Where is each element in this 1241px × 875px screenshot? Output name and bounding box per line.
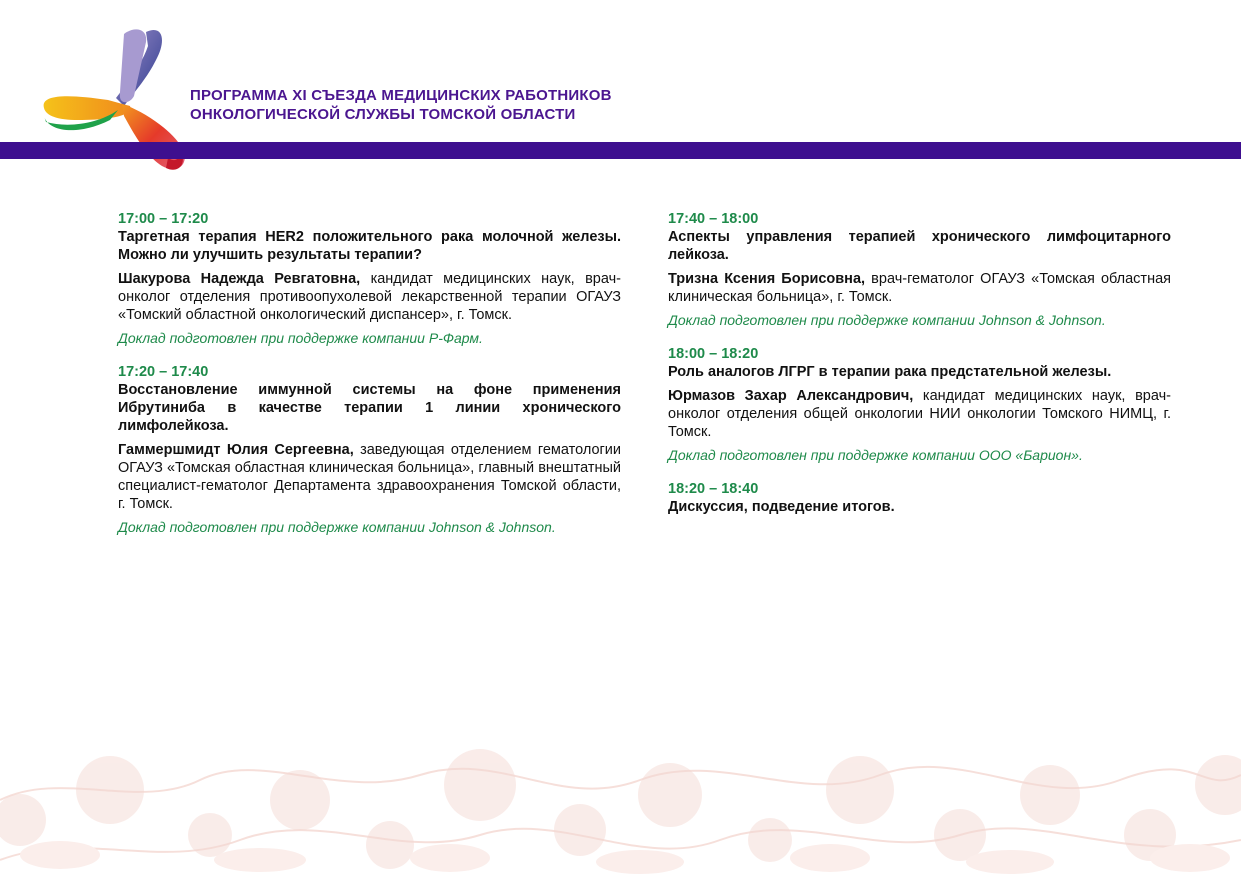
session-item (668, 210, 1171, 329)
schedule-column-right (668, 210, 1171, 532)
session-time: 17:20 – 17:40 (118, 364, 209, 380)
session-topic: Восстановление иммунной системы на фоне применения Ибрутиниба в качестве терапии 1 линии хронического лимфолейкоза. (118, 382, 621, 434)
session-speaker (668, 387, 1171, 441)
session-item (668, 480, 1171, 516)
session-sponsor-note: Доклад подготовлен при поддержке компании Johnson & Johnson. (668, 312, 1106, 328)
speaker-name: Юрмазов Захар Александрович, (668, 388, 914, 404)
session-topic: Аспекты управления терапией хронического лимфоцитарного лейкоза. (668, 229, 1171, 263)
speaker-name: Тризна Ксения Борисовна, (668, 271, 866, 287)
speaker-description: кандидат медицинских наук, врач-онколог отделения противоопухолевой лекарственной терапии ОГАУЗ «Томский областной онкологический диспансер», г. Томск. (118, 271, 621, 323)
session-time: 17:40 – 18:00 (668, 211, 759, 227)
speaker-description: заведующая отделением гематологии ОГАУЗ «Томская областная клиническая больница», главный внештатный специалист-гематолог Департамента здравоохранения Томской области, г. Томск. (118, 442, 622, 512)
session-speaker (118, 441, 621, 513)
session-sponsor-note: Доклад подготовлен при поддержке компании ООО «Барион». (668, 447, 1083, 463)
floral-ornament-background (0, 740, 1241, 875)
program-title (190, 86, 612, 124)
session-speaker (118, 270, 621, 324)
speaker-description: кандидат медицинских наук, врач-онколог отделения общей онкологии НИИ онкологии Томского НИМЦ, г. Томск. (668, 388, 1171, 440)
session-item (668, 345, 1171, 464)
session-item (118, 363, 621, 536)
schedule-column-left (118, 210, 621, 552)
session-time: 18:00 – 18:20 (668, 346, 759, 362)
session-topic: Роль аналогов ЛГРГ в терапии рака предстательной железы. (668, 364, 1112, 380)
header-divider-band (0, 142, 1241, 159)
session-speaker (668, 270, 1171, 306)
session-topic: Дискуссия, подведение итогов. (668, 499, 895, 515)
speaker-name: Гаммершмидт Юлия Сергеевна, (118, 442, 354, 458)
speaker-description: врач-гематолог ОГАУЗ «Томская областная клиническая больница», г. Томск. (668, 271, 1171, 305)
session-sponsor-note: Доклад подготовлен при поддержке компании Р-Фарм. (118, 330, 483, 346)
session-sponsor-note: Доклад подготовлен при поддержке компании Johnson & Johnson. (118, 519, 556, 535)
program-title-line-1: ПРОГРАММА XI СЪЕЗДА МЕДИЦИНСКИХ РАБОТНИКОВ (190, 87, 612, 104)
program-title-line-2: ОНКОЛОГИЧЕСКОЙ СЛУЖБЫ ТОМСКОЙ ОБЛАСТИ (190, 106, 576, 123)
session-time: 18:20 – 18:40 (668, 481, 759, 497)
session-time: 17:00 – 17:20 (118, 211, 209, 227)
session-topic: Таргетная терапия HER2 положительного рака молочной железы. Можно ли улучшить результаты терапии? (118, 229, 621, 263)
session-item (118, 210, 621, 347)
speaker-name: Шакурова Надежда Ревгатовна, (118, 271, 361, 287)
